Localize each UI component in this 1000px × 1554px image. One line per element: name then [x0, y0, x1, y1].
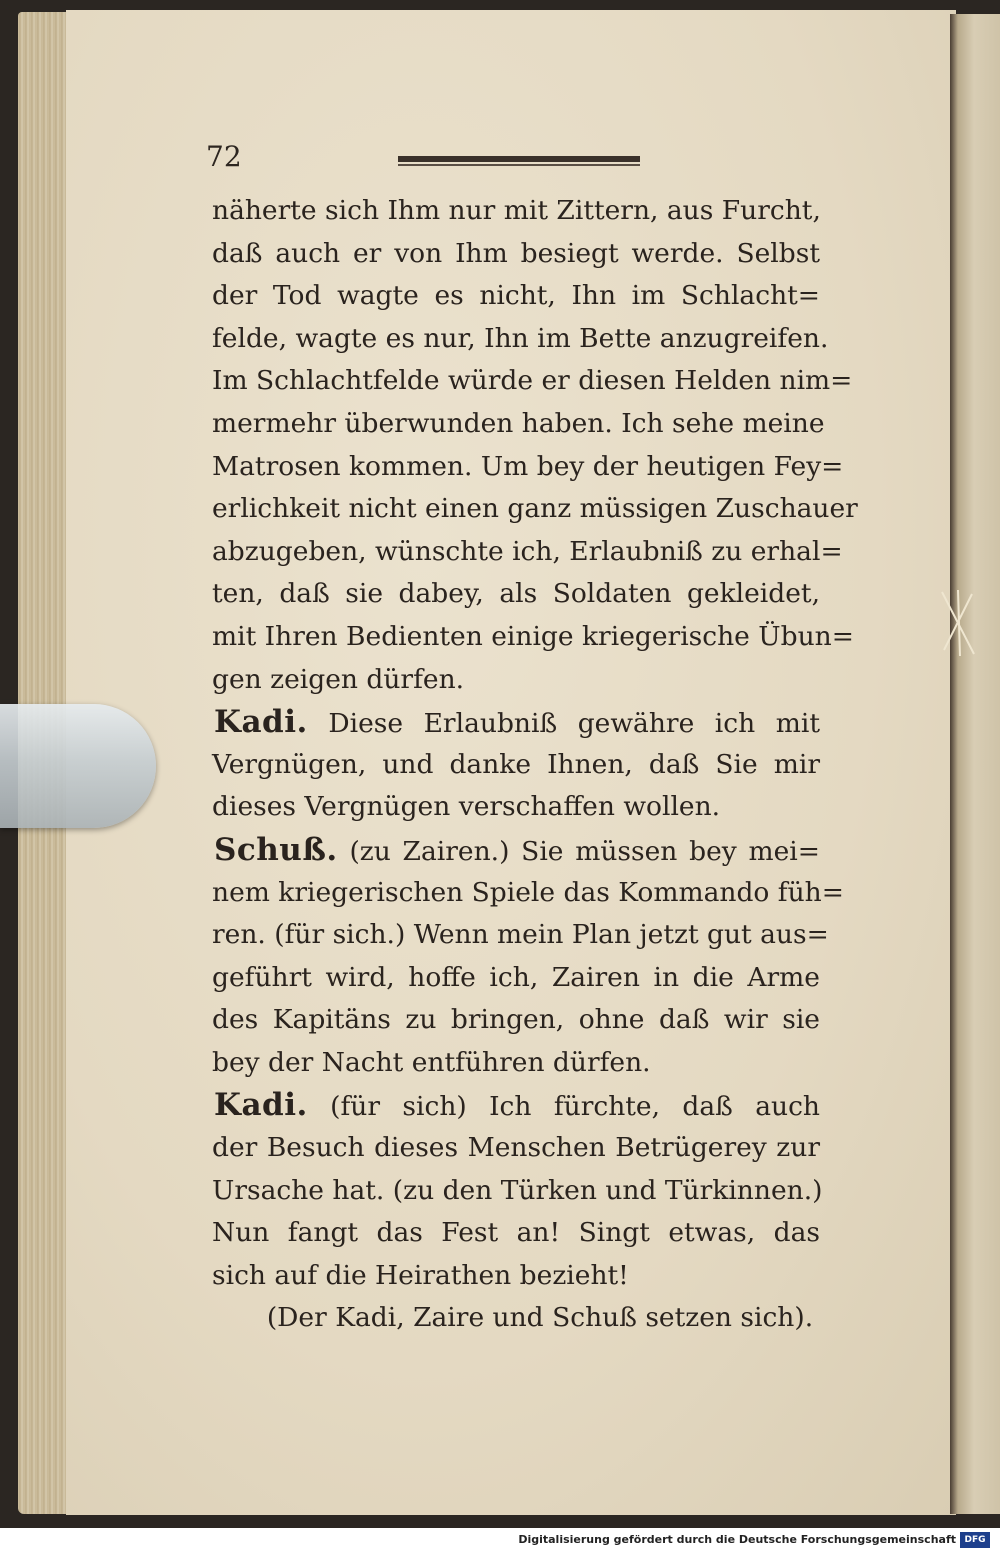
- text-line: [212, 616, 854, 659]
- text-line: [212, 829, 820, 872]
- line-text: näherte sich Ihm nur mit Zittern, aus Furcht,: [212, 195, 821, 226]
- page-number: 72: [206, 140, 242, 173]
- line-text: Nun fangt das Fest an! Singt etwas, das: [212, 1217, 820, 1249]
- line-text: Diese Erlaubniß gewähre ich mit: [328, 708, 820, 740]
- text-line: [212, 1212, 820, 1255]
- line-text: (für sich) Ich fürchte, daß auch: [330, 1091, 820, 1123]
- line-text: Matrosen kommen. Um bey der heutigen Fey=: [212, 450, 844, 482]
- line-text: sich auf die Heirathen bezieht!: [212, 1259, 629, 1291]
- text-line: [212, 190, 820, 233]
- text-line: [212, 275, 820, 318]
- text-line: [212, 360, 853, 403]
- line-text: felde, wagte es nur, Ihn im Bette anzugreifen.: [212, 322, 829, 354]
- text-line: [212, 488, 858, 531]
- text-line: [212, 531, 843, 574]
- text-block: [212, 190, 858, 1340]
- text-line: [212, 1170, 823, 1213]
- line-text: mermehr überwunden haben. Ich sehe meine: [212, 407, 825, 439]
- text-line: [212, 1297, 820, 1340]
- book-gutter: [950, 14, 1000, 1514]
- line-text: dieses Vergnügen verschaffen wollen.: [212, 791, 721, 823]
- text-line: [212, 744, 820, 787]
- dfg-logo: DFG: [960, 1532, 990, 1548]
- text-line: [212, 914, 829, 957]
- line-text: ren. (für sich.) Wenn mein Plan jetzt gut aus=: [212, 919, 829, 951]
- speaker-name: Kadi.: [214, 1087, 308, 1124]
- line-text: des Kapitäns zu bringen, ohne daß wir sie: [212, 1004, 820, 1036]
- text-line: [212, 446, 844, 489]
- text-line: [212, 573, 820, 616]
- line-text: abzugeben, wünschte ich, Erlaubniß zu erhal=: [212, 535, 843, 567]
- line-text: (Der Kadi, Zaire und Schuß setzen sich).: [266, 1302, 814, 1334]
- line-text: bey der Nacht entführen dürfen.: [212, 1046, 651, 1078]
- line-text: Ursache hat. (zu den Türken und Türkinnen.): [212, 1174, 823, 1206]
- line-text: ten, daß sie dabey, als Soldaten gekleidet,: [212, 578, 820, 610]
- line-text: Vergnügen, und danke Ihnen, daß Sie mir: [212, 748, 820, 780]
- text-line: [212, 659, 820, 702]
- line-text: daß auch er von Ihm besiegt werde. Selbst: [212, 237, 820, 269]
- text-line: [212, 233, 820, 276]
- line-text: geführt wird, hoffe ich, Zairen in die Arme: [212, 961, 820, 993]
- line-text: nem kriegerischen Spiele das Kommando füh=: [212, 876, 844, 908]
- footer-bar: [0, 1528, 1000, 1554]
- line-text: der Besuch dieses Menschen Betrügerey zur: [212, 1132, 820, 1164]
- text-line: [212, 318, 829, 361]
- text-line: [212, 403, 825, 446]
- text-line: [212, 957, 820, 1000]
- text-line: [212, 1255, 820, 1298]
- line-text: (zu Zairen.) Sie müssen bey mei=: [349, 835, 820, 867]
- speaker-name: Schuß.: [214, 831, 338, 868]
- binding-thread: [938, 590, 978, 656]
- text-line: [212, 872, 844, 915]
- line-text: erlichkeit nicht einen ganz müssigen Zuschauer: [212, 493, 858, 525]
- page-header: [206, 140, 646, 180]
- line-text: gen zeigen dürfen.: [212, 663, 465, 695]
- text-line: [212, 1042, 820, 1085]
- line-text: mit Ihren Bedienten einige kriegerische Übun=: [212, 620, 854, 652]
- text-line: [212, 999, 820, 1042]
- speaker-name: Kadi.: [214, 704, 308, 741]
- text-line: [212, 1084, 820, 1127]
- line-text: der Tod wagte es nicht, Ihn im Schlacht=: [212, 280, 820, 312]
- text-line: [212, 701, 820, 744]
- text-line: [212, 1127, 820, 1170]
- text-line: [212, 786, 820, 829]
- dfg-credit: Digitalisierung gefördert durch die Deutsche Forschungsgemeinschaft: [518, 1533, 956, 1546]
- book-clamp: [0, 704, 156, 828]
- line-text: Im Schlachtfelde würde er diesen Helden nim=: [212, 365, 853, 397]
- header-rule: [398, 156, 640, 162]
